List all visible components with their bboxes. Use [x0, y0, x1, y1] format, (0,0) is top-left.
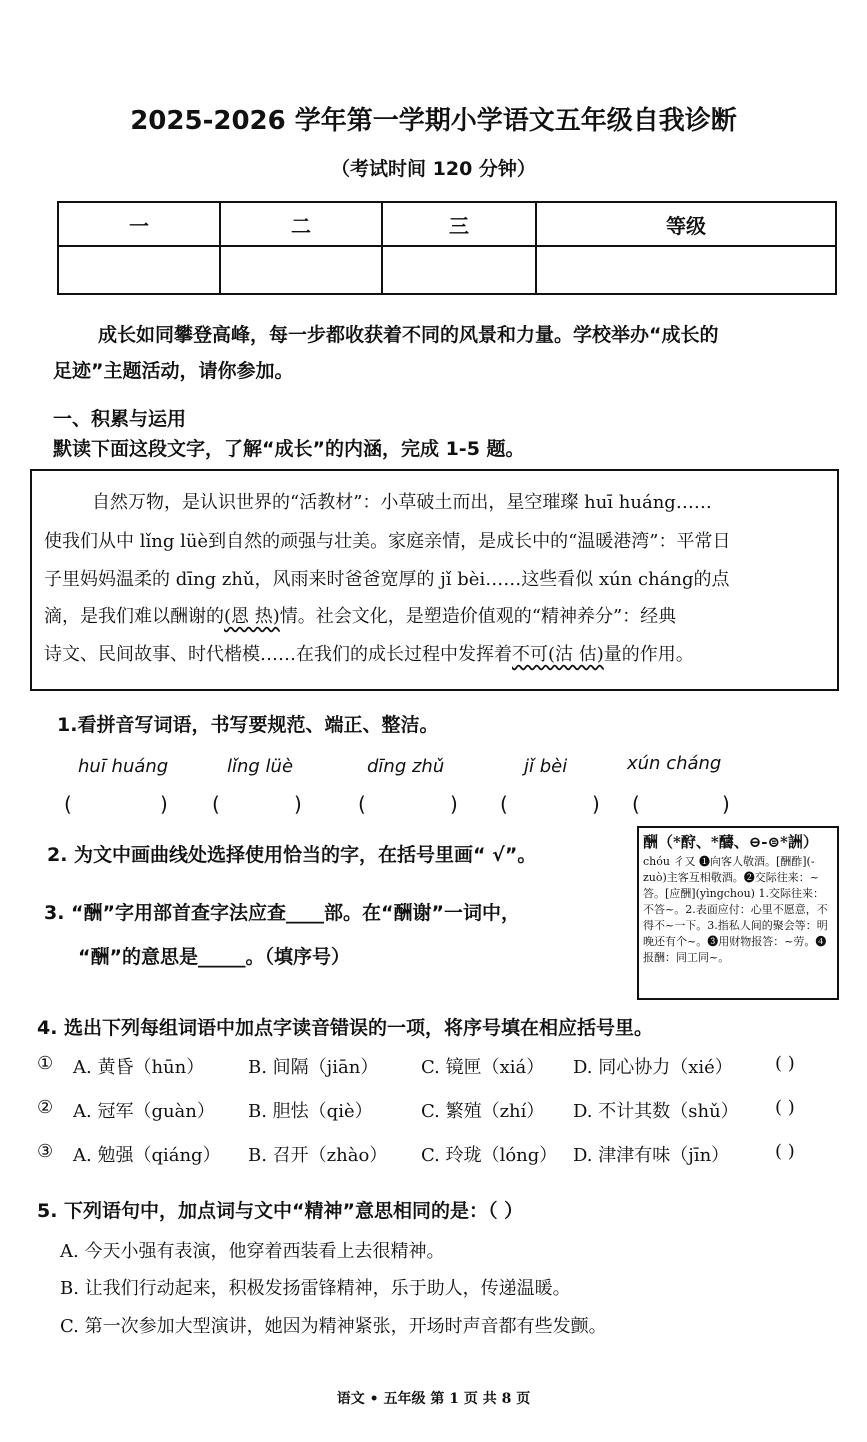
q4-row-1-d: D. 同心协力（xié） [573, 1057, 733, 1078]
answer-box-3-open[interactable]: ( [358, 792, 366, 816]
passage-line-5-a: 诗文、民间故事、时代楷模……在我们的成长过程中发挥着 [44, 644, 512, 665]
passage-line-4 [44, 602, 676, 628]
pinyin-5: xún cháng [627, 753, 722, 774]
question-4: 4. 选出下列每组词语中加点字读音错误的一项，将序号填在相应括号里。 [37, 1017, 654, 1039]
q4-row-2-a: A. 冠军（guàn） [73, 1101, 215, 1122]
question-5: 5. 下列语句中，加点词与文中“精神”意思相同的是：（ ） [37, 1200, 524, 1222]
q5-option-b[interactable]: B. 让我们行动起来，积极发扬雷锋精神，乐于助人，传递温暖。 [60, 1278, 571, 1299]
dictionary-definition: chóu 彳又 ❶向客人敬酒。[酬酢](-zuò)主客互相敬酒。❷交际往来：~答。[应酬](yìngchou) 1.交际往来：不答~。2.表面应付：心里不愿意，不得不~一下。3.指私人间的聚会等：明晚还有个~。❸用财物报答：~劳。❹报酬：同工同~。 [643, 855, 828, 964]
q4-row-2-b: B. 胆怯（qiè） [248, 1101, 373, 1122]
score-header-2: 二 [220, 202, 382, 246]
score-header-1: 一 [58, 202, 220, 246]
score-cell-2[interactable] [220, 246, 382, 294]
q4-row-3-c: C. 玲珑（lóng） [421, 1145, 558, 1166]
q4-row-3-b: B. 召开（zhào） [248, 1145, 388, 1166]
score-header-grade: 等级 [536, 202, 836, 246]
score-table [57, 201, 837, 295]
answer-box-1-open[interactable]: ( [64, 792, 72, 816]
answer-box-4-open[interactable]: ( [500, 792, 508, 816]
passage-line-2: 使我们从中 lǐng lüè到自然的顽强与壮美。家庭亲情，是成长中的“温暖港湾”：平常日 [44, 531, 731, 552]
answer-box-2-close[interactable]: ) [294, 792, 302, 816]
question-3-line-1: 3. “酬”字用部首查字法应查____部。在“酬谢”一词中， [44, 902, 521, 924]
pinyin-1: huī huáng [78, 756, 169, 777]
question-1: 1.看拼音写词语，书写要规范、端正、整洁。 [57, 714, 439, 736]
q4-row-2-num: ② [37, 1097, 54, 1118]
exam-title: 2025-2026 学年第一学期小学语文五年级自我诊断 [130, 106, 737, 136]
passage-line-3: 子里妈妈温柔的 dīng zhǔ，风雨来时爸爸宽厚的 jǐ bèi……这些看似 xún cháng的点 [44, 569, 730, 590]
answer-box-2-open[interactable]: ( [212, 792, 220, 816]
passage-line-1: 自然万物，是认识世界的“活教材”：小草破土而出，星空璀璨 huī huáng…… [92, 492, 712, 513]
q4-row-3-d: D. 津津有味（jīn） [573, 1145, 730, 1166]
pinyin-2: lǐng lüè [227, 756, 294, 777]
section-instruction: 默读下面这段文字，了解“成长”的内涵，完成 1-5 题。 [53, 438, 525, 460]
q4-row-1-c: C. 镜匣（xiá） [421, 1057, 545, 1078]
q5-option-a[interactable]: A. 今天小强有表演，他穿着西装看上去很精神。 [60, 1241, 445, 1262]
answer-box-5-close[interactable]: ) [722, 792, 730, 816]
answer-box-4-close[interactable]: ) [592, 792, 600, 816]
dictionary-excerpt [637, 826, 839, 1000]
q4-row-2-d: D. 不计其数（shǔ） [573, 1101, 739, 1122]
answer-box-5-open[interactable]: ( [632, 792, 640, 816]
score-cell-3[interactable] [382, 246, 536, 294]
score-cell-1[interactable] [58, 246, 220, 294]
answer-box-3-close[interactable]: ) [450, 792, 458, 816]
page-footer: 语文 • 五年级 第 1 页 共 8 页 [336, 1391, 531, 1407]
passage-line-4-a: 滴，是我们难以酬谢的 [44, 606, 224, 627]
intro-line-1: 成长如同攀登高峰，每一步都收获着不同的风景和力量。学校举办“成长的 [98, 324, 719, 346]
q4-row-1-num: ① [37, 1053, 54, 1074]
q4-row-1-answer[interactable]: ( ) [775, 1053, 795, 1074]
choice-en-re[interactable]: (恩 热) [224, 606, 280, 627]
q4-row-3-a: A. 勉强（qiáng） [73, 1145, 221, 1166]
pinyin-4: jǐ bèi [524, 756, 568, 777]
passage-line-5-b: 量的作用。 [603, 644, 694, 665]
q4-row-3-answer[interactable]: ( ) [775, 1141, 795, 1162]
pinyin-3: dīng zhǔ [367, 756, 445, 777]
score-cell-grade[interactable] [536, 246, 836, 294]
q4-row-1-b: B. 间隔（jiān） [248, 1057, 379, 1078]
question-3-line-2: “酬”的意思是_____。（填序号） [78, 946, 350, 968]
q4-row-3-num: ③ [37, 1141, 54, 1162]
answer-box-1-close[interactable]: ) [160, 792, 168, 816]
exam-duration: （考试时间 120 分钟） [331, 158, 536, 180]
section-heading: 一、积累与运用 [53, 408, 187, 430]
passage-line-4-b: 情。社会文化，是塑造价值观的“精神养分”：经典 [279, 606, 677, 627]
q4-row-1-a: A. 黄昏（hūn） [73, 1057, 205, 1078]
score-header-3: 三 [382, 202, 536, 246]
dictionary-headword: 酬（*酧、*醻、⊖-⊜*詶） [643, 833, 818, 851]
choice-gu[interactable]: 不可(沽 估) [512, 644, 604, 665]
passage-line-5 [44, 640, 694, 666]
question-2: 2. 为文中画曲线处选择使用恰当的字，在括号里画“ √”。 [47, 844, 537, 866]
q4-row-2-c: C. 繁殖（zhí） [421, 1101, 545, 1122]
q5-option-c[interactable]: C. 第一次参加大型演讲，她因为精神紧张，开场时声音都有些发颤。 [60, 1316, 607, 1337]
intro-line-2: 足迹”主题活动，请你参加。 [53, 360, 294, 382]
q4-row-2-answer[interactable]: ( ) [775, 1097, 795, 1118]
